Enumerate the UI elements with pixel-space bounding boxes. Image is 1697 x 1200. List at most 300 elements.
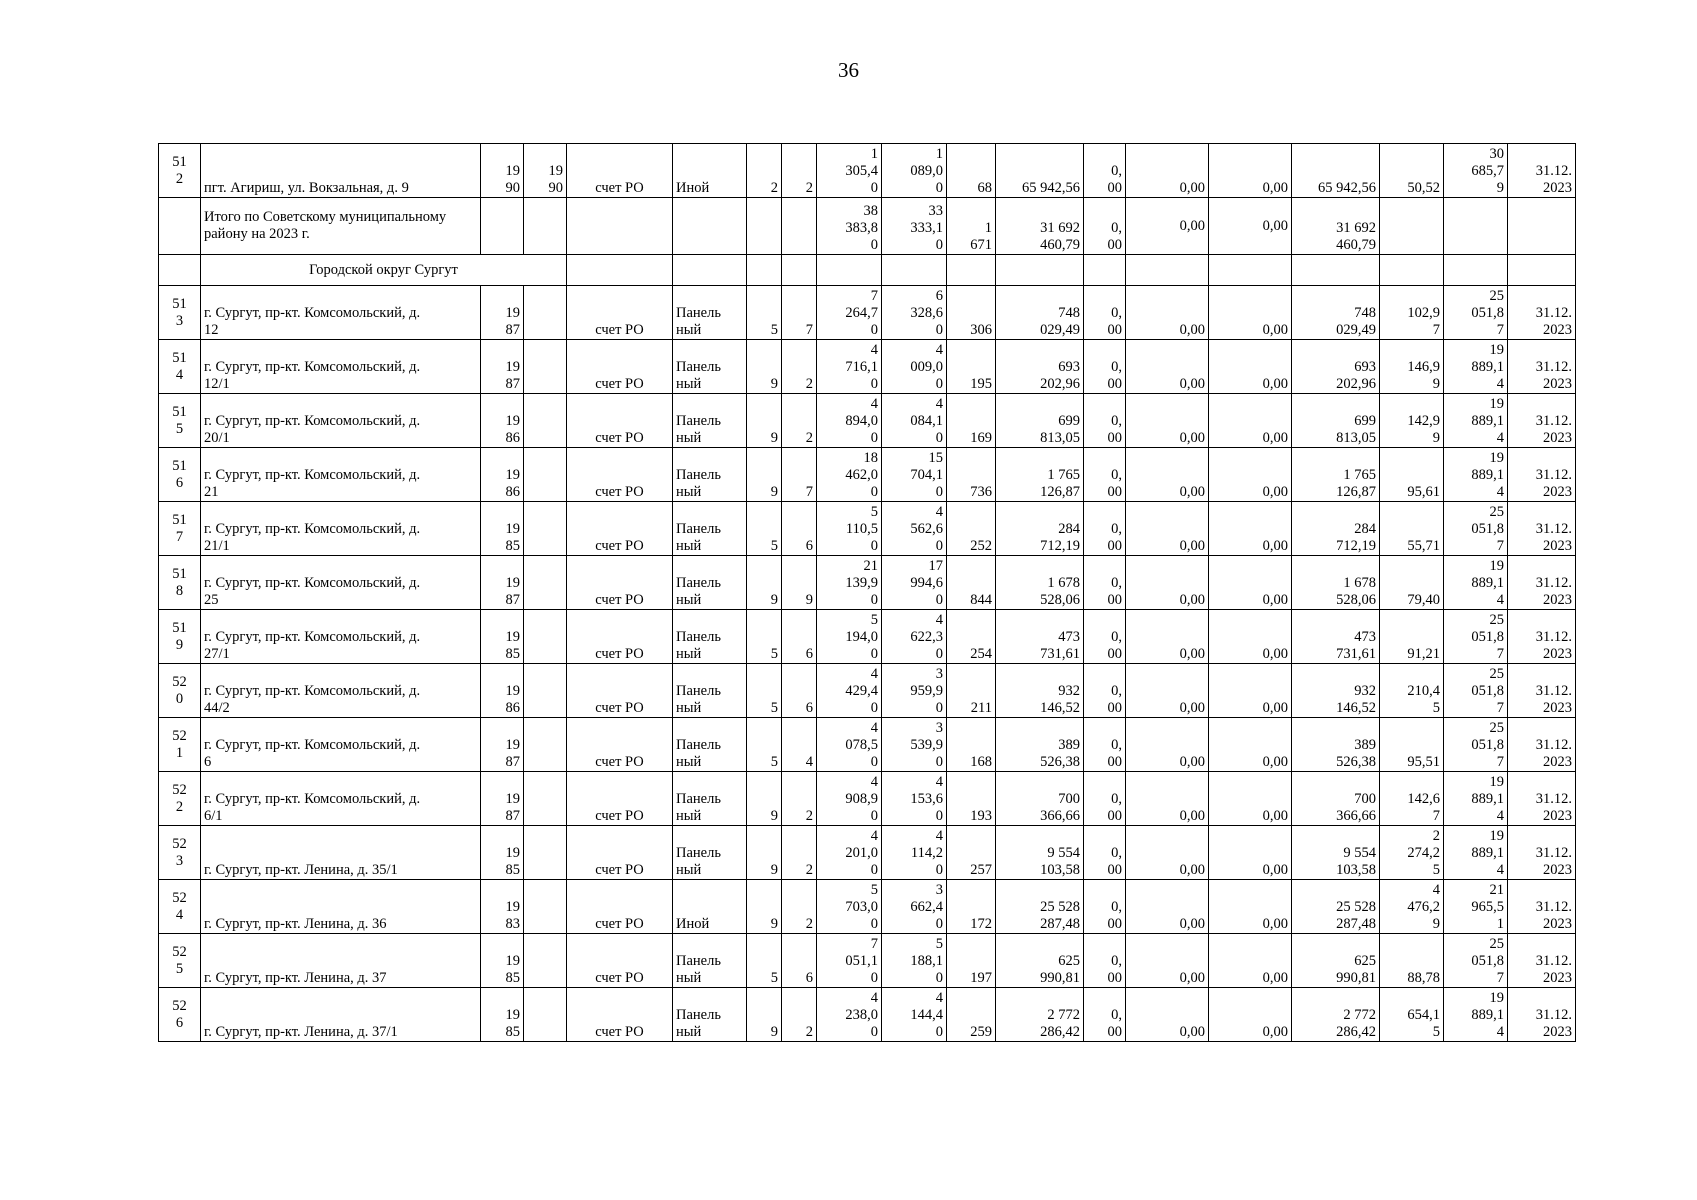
living-area-cell: 4 084,1 0 [882, 394, 947, 448]
entrances-cell: 2 [782, 826, 817, 880]
total-cost-cell: 1 678 528,06 [996, 556, 1084, 610]
cost-limit-cell: 25 051,8 7 [1444, 286, 1508, 340]
capital-repair-register-table [158, 143, 1576, 1042]
fund-share-cell: 0, 00 [1084, 502, 1126, 556]
commission-year-cell: 19 86 [481, 664, 524, 718]
fund-share-cell: 0, 00 [1084, 988, 1126, 1042]
total-cost-cell: 693 202,96 [996, 340, 1084, 394]
fund-share-cell: 0, 00 [1084, 880, 1126, 934]
total-area-cell: 4 716,1 0 [817, 340, 882, 394]
planned-date-cell: 31.12. 2023 [1508, 610, 1576, 664]
municipal-budget-cell: 0,00 [1209, 556, 1292, 610]
empty-cell [673, 255, 747, 286]
fund-share-cell: 0, 00 [1084, 664, 1126, 718]
last-repair-year-cell [524, 934, 567, 988]
funding-method-cell: счет РО [567, 144, 673, 198]
row-number-cell: 51 2 [159, 144, 201, 198]
floors-cell: 5 [747, 934, 782, 988]
last-repair-year-cell [524, 556, 567, 610]
row-number-cell: 52 5 [159, 934, 201, 988]
funding-method-cell: счет РО [567, 934, 673, 988]
planned-date-cell: 31.12. 2023 [1508, 394, 1576, 448]
table-row [159, 664, 1576, 718]
empty-cell [1380, 198, 1444, 255]
last-repair-year-cell [524, 664, 567, 718]
planned-date-cell: 31.12. 2023 [1508, 340, 1576, 394]
fund-share-cell: 0, 00 [1084, 340, 1126, 394]
cost-limit-cell: 19 889,1 4 [1444, 448, 1508, 502]
wall-material-cell: Панель ный [673, 610, 747, 664]
municipal-budget-cell: 0,00 [1209, 144, 1292, 198]
empty-cell [1209, 255, 1292, 286]
empty-cell [782, 255, 817, 286]
regional-budget-cell: 0,00 [1126, 394, 1209, 448]
fund-share-cell: 0, 00 [1084, 286, 1126, 340]
row-number-cell: 52 1 [159, 718, 201, 772]
last-repair-year-cell [524, 988, 567, 1042]
fund-share-cell: 0, 00 [1084, 934, 1126, 988]
cost-limit-cell: 25 051,8 7 [1444, 610, 1508, 664]
municipal-budget-cell: 0,00 [1209, 502, 1292, 556]
total-cost-cell: 284 712,19 [996, 502, 1084, 556]
planned-date-cell: 31.12. 2023 [1508, 144, 1576, 198]
residents-cell: 211 [947, 664, 996, 718]
owners-funds-cell: 284 712,19 [1292, 502, 1380, 556]
address-cell: г. Сургут, пр-кт. Ленина, д. 37/1 [201, 988, 481, 1042]
funding-method-cell: счет РО [567, 340, 673, 394]
unit-cost-cell: 654,1 5 [1380, 988, 1444, 1042]
cost-limit-cell: 30 685,7 9 [1444, 144, 1508, 198]
unit-cost-cell: 55,71 [1380, 502, 1444, 556]
total-cost-cell: 25 528 287,48 [996, 880, 1084, 934]
entrances-cell: 9 [782, 556, 817, 610]
empty-cell [1444, 198, 1508, 255]
entrances-cell: 7 [782, 448, 817, 502]
unit-cost-cell: 88,78 [1380, 934, 1444, 988]
municipal-budget-cell: 0,00 [1209, 826, 1292, 880]
subtotal-total-cell: 31 692 460,79 [996, 198, 1084, 255]
planned-date-cell: 31.12. 2023 [1508, 880, 1576, 934]
floors-cell: 9 [747, 772, 782, 826]
empty-cell [159, 255, 201, 286]
empty-cell [1444, 255, 1508, 286]
row-number-cell: 51 6 [159, 448, 201, 502]
last-repair-year-cell [524, 718, 567, 772]
owners-funds-cell: 1 678 528,06 [1292, 556, 1380, 610]
owners-funds-cell: 693 202,96 [1292, 340, 1380, 394]
subtotal-c1-cell: 0, 00 [1084, 198, 1126, 255]
fund-share-cell: 0, 00 [1084, 718, 1126, 772]
regional-budget-cell: 0,00 [1126, 286, 1209, 340]
wall-material-cell: Панель ный [673, 502, 747, 556]
owners-funds-cell: 699 813,05 [1292, 394, 1380, 448]
subtotal-a2-cell: 33 333,1 0 [882, 198, 947, 255]
table-row [159, 394, 1576, 448]
cost-limit-cell: 21 965,5 1 [1444, 880, 1508, 934]
wall-material-cell: Иной [673, 880, 747, 934]
commission-year-cell: 19 87 [481, 340, 524, 394]
last-repair-year-cell [524, 286, 567, 340]
planned-date-cell: 31.12. 2023 [1508, 448, 1576, 502]
wall-material-cell: Панель ный [673, 772, 747, 826]
floors-cell: 9 [747, 340, 782, 394]
living-area-cell: 4 153,6 0 [882, 772, 947, 826]
funding-method-cell: счет РО [567, 718, 673, 772]
total-area-cell: 18 462,0 0 [817, 448, 882, 502]
commission-year-cell: 19 90 [481, 144, 524, 198]
owners-funds-cell: 1 765 126,87 [1292, 448, 1380, 502]
last-repair-year-cell [524, 610, 567, 664]
municipal-budget-cell: 0,00 [1209, 610, 1292, 664]
empty-cell [882, 255, 947, 286]
fund-share-cell: 0, 00 [1084, 394, 1126, 448]
total-cost-cell: 932 146,52 [996, 664, 1084, 718]
unit-cost-cell: 95,61 [1380, 448, 1444, 502]
funding-method-cell: счет РО [567, 826, 673, 880]
commission-year-cell: 19 85 [481, 988, 524, 1042]
empty-cell [1508, 255, 1576, 286]
address-cell: г. Сургут, пр-кт. Комсомольский, д. 6/1 [201, 772, 481, 826]
address-cell: г. Сургут, пр-кт. Комсомольский, д. 20/1 [201, 394, 481, 448]
total-cost-cell: 9 554 103,58 [996, 826, 1084, 880]
cost-limit-cell: 25 051,8 7 [1444, 718, 1508, 772]
empty-cell [567, 255, 673, 286]
wall-material-cell: Панель ный [673, 556, 747, 610]
row-number-cell: 52 3 [159, 826, 201, 880]
funding-method-cell: счет РО [567, 448, 673, 502]
regional-budget-cell: 0,00 [1126, 556, 1209, 610]
funding-method-cell: счет РО [567, 772, 673, 826]
subtotal-c3-cell: 0,00 [1209, 198, 1292, 255]
fund-share-cell: 0, 00 [1084, 826, 1126, 880]
table-row [159, 772, 1576, 826]
address-cell: г. Сургут, пр-кт. Комсомольский, д. 25 [201, 556, 481, 610]
floors-cell: 9 [747, 988, 782, 1042]
cost-limit-cell: 19 889,1 4 [1444, 556, 1508, 610]
commission-year-cell: 19 85 [481, 610, 524, 664]
entrances-cell: 2 [782, 880, 817, 934]
table-row [159, 988, 1576, 1042]
living-area-cell: 3 662,4 0 [882, 880, 947, 934]
address-cell: пгт. Агириш, ул. Вокзальная, д. 9 [201, 144, 481, 198]
entrances-cell: 6 [782, 934, 817, 988]
funding-method-cell: счет РО [567, 394, 673, 448]
living-area-cell: 4 114,2 0 [882, 826, 947, 880]
empty-cell [817, 255, 882, 286]
address-cell: г. Сургут, пр-кт. Комсомольский, д. 44/2 [201, 664, 481, 718]
unit-cost-cell: 2 274,2 5 [1380, 826, 1444, 880]
register-table-body [159, 144, 1576, 1042]
entrances-cell: 6 [782, 610, 817, 664]
total-area-cell: 4 201,0 0 [817, 826, 882, 880]
cost-limit-cell: 19 889,1 4 [1444, 772, 1508, 826]
total-area-cell: 4 078,5 0 [817, 718, 882, 772]
table-row [159, 502, 1576, 556]
last-repair-year-cell [524, 502, 567, 556]
residents-cell: 197 [947, 934, 996, 988]
residents-cell: 168 [947, 718, 996, 772]
commission-year-cell: 19 85 [481, 502, 524, 556]
row-number-cell: 52 4 [159, 880, 201, 934]
residents-cell: 736 [947, 448, 996, 502]
total-area-cell: 4 429,4 0 [817, 664, 882, 718]
wall-material-cell: Панель ный [673, 988, 747, 1042]
empty-cell [1380, 255, 1444, 286]
residents-cell: 306 [947, 286, 996, 340]
planned-date-cell: 31.12. 2023 [1508, 556, 1576, 610]
fund-share-cell: 0, 00 [1084, 448, 1126, 502]
address-cell: г. Сургут, пр-кт. Комсомольский, д. 21 [201, 448, 481, 502]
residents-cell: 195 [947, 340, 996, 394]
empty-cell [481, 198, 524, 255]
last-repair-year-cell: 19 90 [524, 144, 567, 198]
subtotal-a1-cell: 38 383,8 0 [817, 198, 882, 255]
owners-funds-cell: 700 366,66 [1292, 772, 1380, 826]
funding-method-cell: счет РО [567, 664, 673, 718]
owners-funds-cell: 625 990,81 [1292, 934, 1380, 988]
living-area-cell: 3 959,9 0 [882, 664, 947, 718]
total-area-cell: 7 264,7 0 [817, 286, 882, 340]
address-cell: г. Сургут, пр-кт. Комсомольский, д. 6 [201, 718, 481, 772]
municipal-budget-cell: 0,00 [1209, 718, 1292, 772]
table-row [159, 718, 1576, 772]
address-cell: г. Сургут, пр-кт. Ленина, д. 35/1 [201, 826, 481, 880]
cost-limit-cell: 25 051,8 7 [1444, 664, 1508, 718]
empty-cell [1126, 255, 1209, 286]
empty-cell [159, 198, 201, 255]
living-area-cell: 6 328,6 0 [882, 286, 947, 340]
living-area-cell: 4 144,4 0 [882, 988, 947, 1042]
section-title: Городской округ Сургут [201, 255, 567, 286]
floors-cell: 5 [747, 502, 782, 556]
wall-material-cell: Панель ный [673, 718, 747, 772]
empty-cell [1508, 198, 1576, 255]
last-repair-year-cell [524, 826, 567, 880]
total-cost-cell: 700 366,66 [996, 772, 1084, 826]
residents-cell: 172 [947, 880, 996, 934]
empty-cell [567, 198, 673, 255]
total-cost-cell: 699 813,05 [996, 394, 1084, 448]
floors-cell: 5 [747, 610, 782, 664]
wall-material-cell: Панель ный [673, 934, 747, 988]
regional-budget-cell: 0,00 [1126, 988, 1209, 1042]
subtotal-c2-cell: 0,00 [1126, 198, 1209, 255]
table-row [159, 144, 1576, 198]
floors-cell: 9 [747, 826, 782, 880]
row-number-cell: 52 2 [159, 772, 201, 826]
total-area-cell: 4 894,0 0 [817, 394, 882, 448]
regional-budget-cell: 0,00 [1126, 772, 1209, 826]
wall-material-cell: Панель ный [673, 340, 747, 394]
cost-limit-cell: 25 051,8 7 [1444, 934, 1508, 988]
owners-funds-cell: 25 528 287,48 [1292, 880, 1380, 934]
page-number: 36 [838, 58, 859, 82]
floors-cell: 9 [747, 880, 782, 934]
regional-budget-cell: 0,00 [1126, 880, 1209, 934]
table-row [159, 556, 1576, 610]
total-area-cell: 1 305,4 0 [817, 144, 882, 198]
commission-year-cell: 19 86 [481, 394, 524, 448]
planned-date-cell: 31.12. 2023 [1508, 988, 1576, 1042]
empty-cell [996, 255, 1084, 286]
subtotal-c4-cell: 31 692 460,79 [1292, 198, 1380, 255]
floors-cell: 2 [747, 144, 782, 198]
total-cost-cell: 473 731,61 [996, 610, 1084, 664]
regional-budget-cell: 0,00 [1126, 144, 1209, 198]
floors-cell: 5 [747, 718, 782, 772]
total-area-cell: 4 908,9 0 [817, 772, 882, 826]
planned-date-cell: 31.12. 2023 [1508, 934, 1576, 988]
living-area-cell: 15 704,1 0 [882, 448, 947, 502]
empty-cell [747, 255, 782, 286]
regional-budget-cell: 0,00 [1126, 826, 1209, 880]
living-area-cell: 3 539,9 0 [882, 718, 947, 772]
entrances-cell: 6 [782, 664, 817, 718]
cost-limit-cell: 19 889,1 4 [1444, 988, 1508, 1042]
residents-cell: 68 [947, 144, 996, 198]
residents-cell: 257 [947, 826, 996, 880]
floors-cell: 9 [747, 448, 782, 502]
address-cell: г. Сургут, пр-кт. Ленина, д. 36 [201, 880, 481, 934]
row-number-cell: 52 0 [159, 664, 201, 718]
cost-limit-cell: 19 889,1 4 [1444, 394, 1508, 448]
floors-cell: 5 [747, 286, 782, 340]
fund-share-cell: 0, 00 [1084, 610, 1126, 664]
last-repair-year-cell [524, 448, 567, 502]
residents-cell: 254 [947, 610, 996, 664]
owners-funds-cell: 65 942,56 [1292, 144, 1380, 198]
regional-budget-cell: 0,00 [1126, 502, 1209, 556]
living-area-cell: 5 188,1 0 [882, 934, 947, 988]
regional-budget-cell: 0,00 [1126, 448, 1209, 502]
residents-cell: 252 [947, 502, 996, 556]
subtotal-label: Итого по Советскому муниципальному району на 2023 г. [201, 198, 481, 255]
table-row [159, 448, 1576, 502]
row-number-cell: 51 8 [159, 556, 201, 610]
commission-year-cell: 19 85 [481, 934, 524, 988]
unit-cost-cell: 95,51 [1380, 718, 1444, 772]
row-number-cell: 51 5 [159, 394, 201, 448]
planned-date-cell: 31.12. 2023 [1508, 664, 1576, 718]
wall-material-cell: Иной [673, 144, 747, 198]
address-cell: г. Сургут, пр-кт. Комсомольский, д. 21/1 [201, 502, 481, 556]
commission-year-cell: 19 85 [481, 826, 524, 880]
funding-method-cell: счет РО [567, 502, 673, 556]
total-area-cell: 7 051,1 0 [817, 934, 882, 988]
last-repair-year-cell [524, 394, 567, 448]
unit-cost-cell: 142,9 9 [1380, 394, 1444, 448]
unit-cost-cell: 102,9 7 [1380, 286, 1444, 340]
row-number-cell: 51 7 [159, 502, 201, 556]
entrances-cell: 4 [782, 718, 817, 772]
planned-date-cell: 31.12. 2023 [1508, 826, 1576, 880]
municipal-budget-cell: 0,00 [1209, 988, 1292, 1042]
total-area-cell: 5 703,0 0 [817, 880, 882, 934]
unit-cost-cell: 50,52 [1380, 144, 1444, 198]
municipal-budget-cell: 0,00 [1209, 448, 1292, 502]
address-cell: г. Сургут, пр-кт. Комсомольский, д. 12 [201, 286, 481, 340]
fund-share-cell: 0, 00 [1084, 144, 1126, 198]
section-header-row [159, 255, 1576, 286]
entrances-cell: 7 [782, 286, 817, 340]
floors-cell: 5 [747, 664, 782, 718]
empty-cell [1292, 255, 1380, 286]
cost-limit-cell: 19 889,1 4 [1444, 340, 1508, 394]
wall-material-cell: Панель ный [673, 826, 747, 880]
fund-share-cell: 0, 00 [1084, 772, 1126, 826]
wall-material-cell: Панель ный [673, 286, 747, 340]
empty-cell [524, 198, 567, 255]
living-area-cell: 1 089,0 0 [882, 144, 947, 198]
funding-method-cell: счет РО [567, 610, 673, 664]
regional-budget-cell: 0,00 [1126, 610, 1209, 664]
funding-method-cell: счет РО [567, 988, 673, 1042]
row-number-cell: 51 3 [159, 286, 201, 340]
unit-cost-cell: 4 476,2 9 [1380, 880, 1444, 934]
empty-cell [1084, 255, 1126, 286]
commission-year-cell: 19 87 [481, 286, 524, 340]
planned-date-cell: 31.12. 2023 [1508, 286, 1576, 340]
entrances-cell: 6 [782, 502, 817, 556]
municipal-budget-cell: 0,00 [1209, 934, 1292, 988]
empty-cell [782, 198, 817, 255]
fund-share-cell: 0, 00 [1084, 556, 1126, 610]
funding-method-cell: счет РО [567, 286, 673, 340]
total-cost-cell: 389 526,38 [996, 718, 1084, 772]
last-repair-year-cell [524, 340, 567, 394]
owners-funds-cell: 2 772 286,42 [1292, 988, 1380, 1042]
municipal-budget-cell: 0,00 [1209, 664, 1292, 718]
empty-cell [947, 255, 996, 286]
residents-cell: 259 [947, 988, 996, 1042]
address-cell: г. Сургут, пр-кт. Комсомольский, д. 12/1 [201, 340, 481, 394]
table-row [159, 340, 1576, 394]
funding-method-cell: счет РО [567, 556, 673, 610]
table-row [159, 286, 1576, 340]
table-row [159, 826, 1576, 880]
living-area-cell: 4 622,3 0 [882, 610, 947, 664]
table-row [159, 880, 1576, 934]
owners-funds-cell: 748 029,49 [1292, 286, 1380, 340]
total-cost-cell: 748 029,49 [996, 286, 1084, 340]
total-area-cell: 5 110,5 0 [817, 502, 882, 556]
municipal-budget-cell: 0,00 [1209, 880, 1292, 934]
residents-cell: 169 [947, 394, 996, 448]
residents-cell: 844 [947, 556, 996, 610]
last-repair-year-cell [524, 880, 567, 934]
table-row [159, 934, 1576, 988]
municipal-budget-cell: 0,00 [1209, 772, 1292, 826]
commission-year-cell: 19 87 [481, 772, 524, 826]
empty-cell [747, 198, 782, 255]
owners-funds-cell: 389 526,38 [1292, 718, 1380, 772]
entrances-cell: 2 [782, 988, 817, 1042]
total-cost-cell: 1 765 126,87 [996, 448, 1084, 502]
address-cell: г. Сургут, пр-кт. Комсомольский, д. 27/1 [201, 610, 481, 664]
subtotal-people-cell: 1 671 [947, 198, 996, 255]
total-area-cell: 21 139,9 0 [817, 556, 882, 610]
last-repair-year-cell [524, 772, 567, 826]
floors-cell: 9 [747, 394, 782, 448]
floors-cell: 9 [747, 556, 782, 610]
row-number-cell: 52 6 [159, 988, 201, 1042]
regional-budget-cell: 0,00 [1126, 718, 1209, 772]
commission-year-cell: 19 87 [481, 556, 524, 610]
owners-funds-cell: 473 731,61 [1292, 610, 1380, 664]
funding-method-cell: счет РО [567, 880, 673, 934]
total-cost-cell: 2 772 286,42 [996, 988, 1084, 1042]
empty-cell [673, 198, 747, 255]
